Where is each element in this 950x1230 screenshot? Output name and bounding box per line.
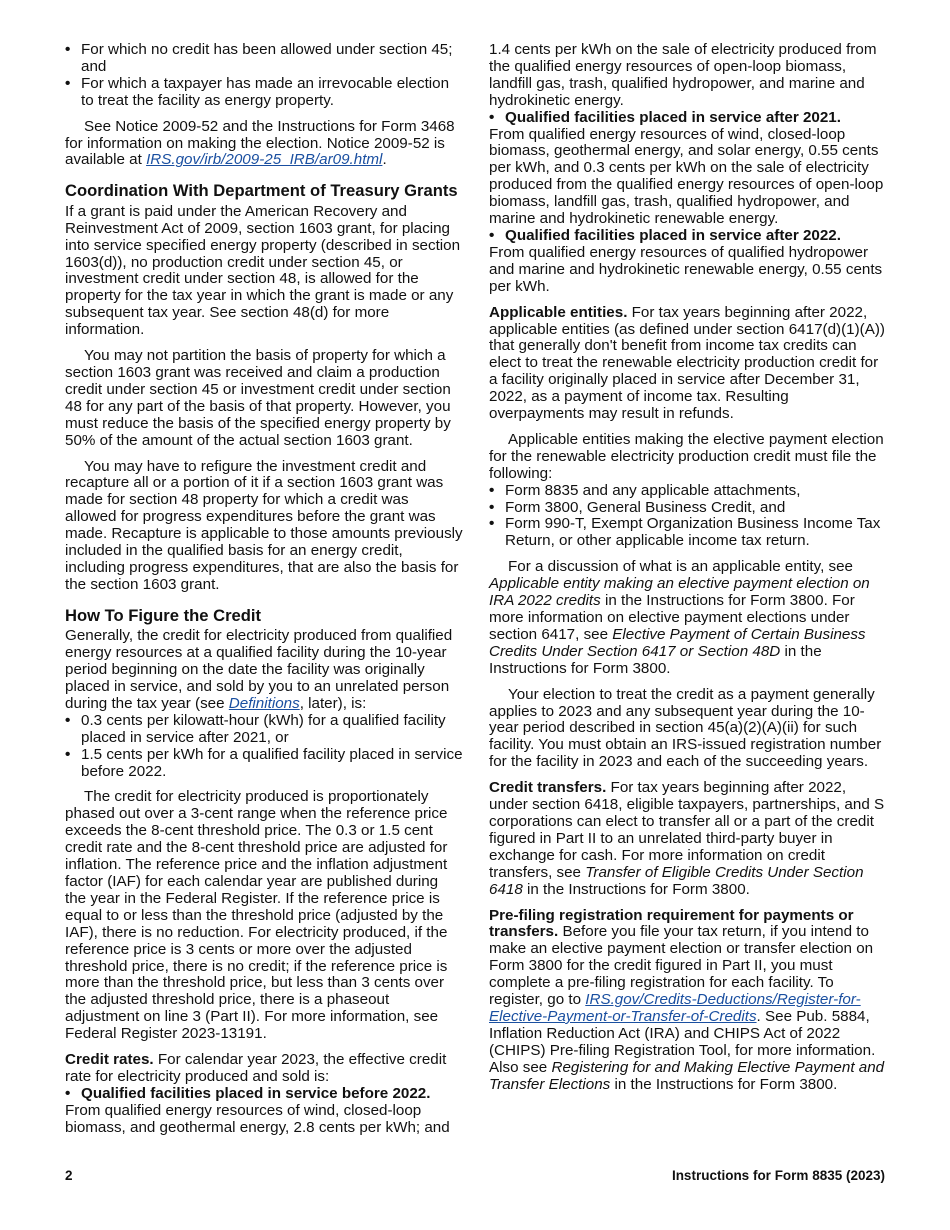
credit-rates-heading: Credit rates. — [65, 1051, 154, 1069]
pre-filing-text-2: . See Pub. 5884, Inflation Reduction Act (IRA) and CHIPS Act of 2022 (CHIPS) Pre-filing Registration Tool, for more information. Also see — [489, 1007, 876, 1076]
generally-text: Generally, the credit for electricity produced from qualified energy resources at a qualified facility during the 10-year period beginning on the date the facility was originally placed in service, and sold by you to an unrelated person during the tax year (see — [65, 627, 453, 712]
notice-end: . — [382, 151, 387, 169]
bullet-after-2022-heading: • Qualified facilities placed in service after 2022. — [489, 228, 887, 245]
heading-treasury-grants: Coordination With Department of Treasury Grants — [65, 181, 458, 201]
credit-rates-paragraph — [65, 1052, 463, 1086]
generally-end: , later), is: — [299, 694, 367, 712]
discussion-paragraph — [489, 559, 887, 677]
before-2022-text: From qualified energy resources of wind, closed-loop biomass, and geothermal energy, 2.8 cents per kWh; and — [65, 1101, 450, 1136]
pre-filing-text-3: in the Instructions for Form 3800. — [610, 1075, 838, 1093]
notice-text: See Notice 2009-52 and the Instructions for Form 3468 for information on making the election. Notice 2009-52 is available at — [65, 117, 455, 169]
bullet-form-990t: • Form 990-T, Exempt Organization Business Income Tax Return, or other applicable income tax return. — [489, 516, 887, 550]
continued-paragraph: 1.4 cents per kWh on the sale of electricity produced from the qualified energy resources of open-loop biomass, landfill gas, trash, qualified hydropower, and marine and hydrokinetic energy. — [489, 41, 877, 109]
discussion-text-1: For a discussion of what is an applicable entity, see — [508, 558, 853, 576]
pre-filing-text-1: Before you file your tax return, if you intend to make an elective payment election or transfer election on Form 3800 for the credit figured in Part II, you must complete a pre-filing registration for each facility. To register, go to — [489, 923, 874, 1009]
applicable-entities-heading: Applicable entities. — [489, 303, 628, 321]
applicable-entities-paragraph — [489, 305, 887, 423]
credit-transfers-heading: Credit transfers. — [489, 779, 607, 797]
page-number: 2 — [65, 1168, 73, 1183]
discussion-text-3: in the Instructions for Form 3800. — [489, 642, 822, 677]
right-column — [489, 42, 887, 1093]
pre-filing-heading: Pre-filing registration requirement for payments or transfers. — [489, 906, 854, 941]
discussion-italic-1: Applicable entity making an elective payment election on IRA 2022 credits — [489, 575, 870, 610]
bullet-irrevocable-election: • For which a taxpayer has made an irrevocable election to treat the facility as energy property. — [65, 76, 463, 110]
bullet-form-3800: • Form 3800, General Business Credit, and — [489, 500, 887, 517]
credit-transfers-text-1: For tax years beginning after 2022, under section 6418, eligible taxpayers, partnerships, and S corporations can elect to transfer all or a part of the credit figured in Part II to an unrelated third-party buyer in exchange for cash. For more information on credit transfers, see — [489, 779, 885, 881]
credit-rates-text: For calendar year 2023, the effective credit rate for electricity produced and sold is: — [65, 1051, 447, 1085]
file-following-paragraph: Applicable entities making the elective payment election for the renewable electricity production credit must file the following: — [489, 430, 884, 482]
bullet-rate-before-2022: • 1.5 cents per kWh for a qualified facility placed in service before 2022. — [65, 747, 463, 781]
heading-figure-credit: How To Figure the Credit — [65, 605, 262, 625]
phaseout-paragraph: The credit for electricity produced is proportionately phased out over a 3-cent range when the reference price exceeds the 8-cent threshold price. The 0.3 or 1.5 cent credit rate and the 8-cent threshold price are adjusted for inflation. The reference price and the inflation adjustment factor (IAF) for each calendar year are published during the year in the Federal Register. If the reference price is equal to or less than the threshold price (adjusted by the IAF), there is no reduction. For electricity produced, if the reference price is 3 cents or more over the adjusted threshold price, there is no credit; if the reference price is more than the threshold price, but less than 3 cents over the adjusted threshold price, there is a phaseout adjustment on line 3 (Part II). For more information, see Federal Register 2023-13191. — [65, 788, 448, 1043]
left-column — [65, 42, 463, 1137]
generally-paragraph — [65, 628, 463, 713]
credit-transfers-italic: Transfer of Eligible Credits Under Section 6418 — [489, 863, 864, 898]
bullet-rate-after-2021: • 0.3 cents per kilowatt-hour (kWh) for a qualified facility placed in service after 2021, or — [65, 713, 463, 747]
grant-paragraph: If a grant is paid under the American Recovery and Reinvestment Act of 2009, section 1603 grant, for placing into service specified energy property (described in section 1603(d)), no production credit under section 45, or investment credit under section 48, is allowed for the property for the tax year in which the grant is made or any subsequent tax year. See section 48(d) for more information. — [65, 202, 461, 339]
credit-transfers-paragraph — [489, 780, 887, 898]
pre-filing-paragraph — [489, 908, 887, 1094]
bullet-no-credit-allowed: • For which no credit has been allowed under section 45; and — [65, 42, 463, 76]
notice-2009-52-link[interactable]: IRS.gov/irb/2009-25_IRB/ar09.html — [146, 151, 383, 169]
credit-transfers-text-2: in the Instructions for Form 3800. — [522, 880, 750, 898]
pre-filing-italic: Registering for and Making Elective Payment and Transfer Elections — [489, 1058, 885, 1093]
discussion-italic-2: Elective Payment of Certain Business Credits Under Section 6417 or Section 48D — [489, 625, 866, 660]
footer-title: Instructions for Form 8835 (2023) — [671, 1168, 885, 1183]
after-2022-text: From qualified energy resources of qualified hydropower and marine and hydrokinetic renewable energy, 0.55 cents per kWh. — [489, 243, 883, 295]
applicable-entities-text: For tax years beginning after 2022, applicable entities (as defined under section 6417(d)(1)(A)) that generally don't benefit from income tax credits can elect to treat the renewable electricity production credit for a facility originally placed in service after December 31, 2022, as a payment of income tax. Resulting overpayments may result in refunds. — [489, 303, 885, 423]
discussion-text-2: in the Instructions for Form 3800. For more information on elective payment elections under section 6417, see — [489, 592, 855, 643]
election-paragraph: Your election to treat the credit as a payment generally applies to 2023 and any subsequent year during the 10-year period described in section 45(a)(2)(A)(ii) for such facility. You must obtain an IRS-issued registration number for the facility in 2023 and each of the succeeding years. — [489, 685, 882, 771]
bullet-after-2021-heading: • Qualified facilities placed in service after 2021. — [489, 110, 887, 127]
notice-paragraph — [65, 119, 463, 170]
after-2021-text: From qualified energy resources of wind, closed-loop biomass, geothermal energy, and solar energy, 0.55 cents per kWh, and 0.3 cents per kWh on the sale of electricity produced from the qualified energy resources of open-loop biomass, landfill gas, trash, qualified hydropower, and marine and hydrokinetic renewable energy. — [489, 125, 884, 228]
bullet-form-8835: • Form 8835 and any applicable attachments, — [489, 483, 887, 500]
bullet-before-2022-heading: • Qualified facilities placed in service before 2022. — [65, 1086, 463, 1103]
definitions-link[interactable]: Definitions — [228, 694, 300, 712]
refigure-paragraph: You may have to refigure the investment credit and recapture all or a portion of it if a section 1603 grant was made for section 48 property for which a credit was allowed for progress expenditures before the grant was made. Recapture is applicable to those amounts previously included in the qualified basis for an energy credit, including progress expenditures, that are also the basis for the section 1603 grant. — [65, 457, 463, 593]
register-link[interactable]: IRS.gov/Credits-Deductions/Register-for-Elective-Payment-or-Transfer-of-Credits — [489, 991, 861, 1025]
partition-paragraph: You may not partition the basis of property for which a section 1603 grant was received and claim a production credit under section 45 or investment credit under section 48 for any part of the basis of that property. However, you must reduce the basis of the specified energy property by 50% of the amount of the actual section 1603 grant. — [65, 347, 451, 449]
